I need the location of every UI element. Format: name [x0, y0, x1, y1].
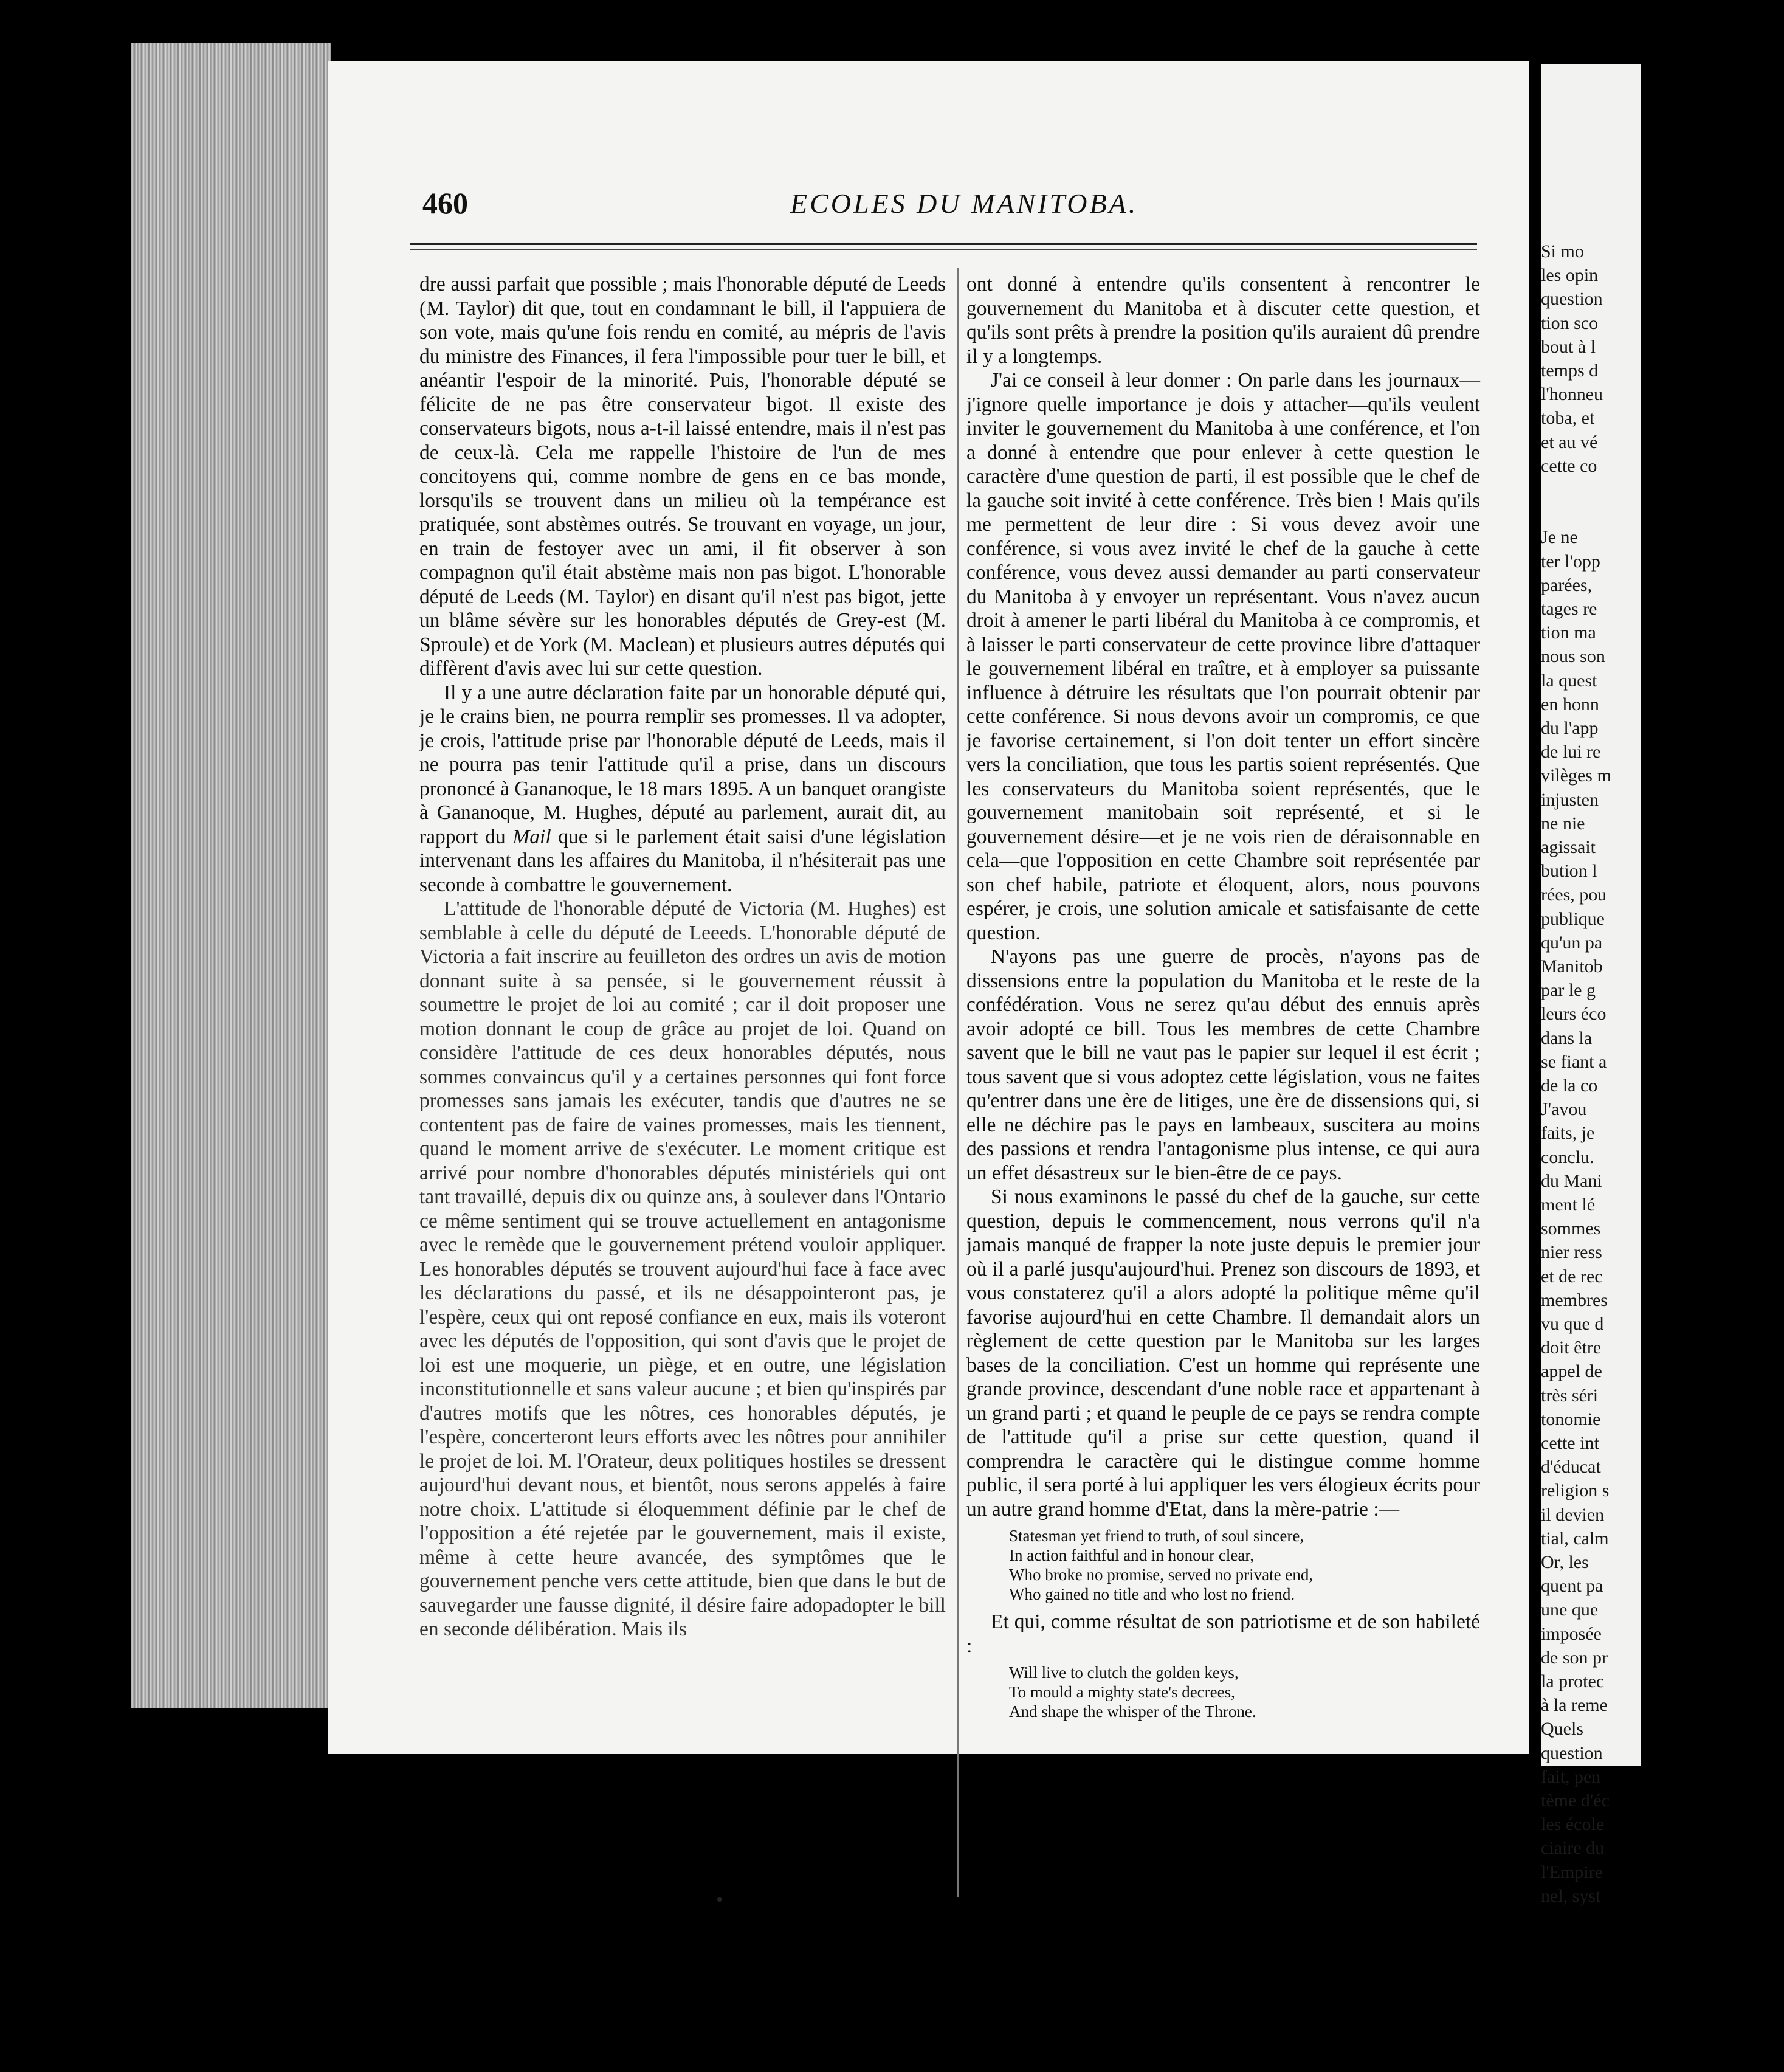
next-page-line: question [1541, 289, 1603, 309]
next-page-line: tonomie [1541, 1409, 1601, 1429]
verse-line: To mould a mighty state's decrees, [1009, 1683, 1235, 1701]
running-head: ECOLES DU MANITOBA. [790, 188, 1138, 219]
next-page-line: Je ne [1541, 527, 1578, 548]
next-page-line: imposée [1541, 1623, 1602, 1644]
left-column [419, 272, 946, 1642]
next-page-line: Quels [1541, 1719, 1583, 1739]
next-page-line: les école [1541, 1814, 1605, 1835]
next-page-line: la quest [1541, 670, 1597, 691]
next-page-line: leurs éco [1541, 1004, 1607, 1024]
next-page-line: appel de [1541, 1361, 1602, 1382]
verse-quote [1009, 1526, 1480, 1604]
next-page-line: question [1541, 1742, 1603, 1763]
next-page-line: du Mani [1541, 1170, 1602, 1191]
next-page-line: bout à l [1541, 336, 1596, 357]
next-page-line: du l'app [1541, 718, 1599, 738]
paragraph: L'attitude de l'honorable député de Victoria (M. Hughes) est semblable à celle du député de Leeeds. L'honorable député de Victoria a fait inscrire au feuilleton des ordres un avis de motion donnant suite à sa pensée, si le gouvernement réussit à soumettre le projet de loi au comité ; car il doit proposer une motion donnant le coup de grâce au projet de loi. Quand on considère l'attitude de ces deux honorables députés, nous sommes convaincus qu'il y a certaines personnes qui font force promesses sans jamais les exécuter, tandis que d'autres ne se contentent pas de faire de vaines promesses, mais les tiennent, quand le moment arrive de s'exécuter. Le moment critique est arrivé pour nombre d'honorables députés ministériels qui ont tant travaillé, depuis dix ou quinze ans, à soulever dans l'Ontario ce même sentiment qui se trouve actuellement en antagonisme avec le remède que le gouvernement prétend vouloir appliquer. Les honorables députés se trouvent aujourd'hui face à face avec les déclarations du passé, et ils ne désappointeront pas, je l'espère, ceux qui ont reposé confiance en eux, mais ils voteront avec les députés de l'opposition, qui sont d'avis que le projet de loi est une moquerie, un piège, et en outre, une législation inconstitutionnelle et sans valeur aucune ; et bien qu'inspirés par d'autres motifs que les nôtres, ces honorables députés, je l'espère, concerteront leurs efforts avec les nôtres pour annihiler le projet de loi. M. l'Orateur, deux politiques hostiles se dressent aujourd'hui devant nous, et bientôt, nous serons appelés à faire notre choix. L'attitude si éloquemment définie par le chef de l'opposition a été rejetée par le gouvernement, mais il existe, même à cette heure avancée, des symptômes que le gouvernement penche vers cette attitude, bien que dans le but de sauvegarder une fausse dignité, il désire faire adopadopter le bill en seconde délibération. Mais ils [419, 897, 946, 1640]
header-rule-thin [410, 249, 1477, 250]
paragraph: N'ayons pas une guerre de procès, n'ayons pas de dissensions entre la population du Manitoba et le reste de la confédération. Vous ne serez qu'au début des ennuis après avoir adopté ce bill. Tous les membres de cette Chambre savent que le bill ne vaut pas le papier sur lequel il est écrit ; tous savent que si vous adoptez cette législation, vous ne faites qu'entrer dans une ère de litiges, une ère de dissensions qui, si elle ne déchire pas le pays en lambeaux, suscitera au moins des passions et rendra l'antagonisme plus intense, ce qui aura un effet désastreux sur le bien-être de ce pays. [966, 945, 1480, 1184]
next-page-line: fait, pen [1541, 1766, 1601, 1787]
next-page-line: agissait [1541, 837, 1596, 857]
paragraph-text: que si le parlement était saisi d'une législation intervenant dans les affaires du Manitoba, il n'hésiterait pas une seconde à combattre le gouvernement. [419, 825, 946, 896]
paragraph: ont donné à entendre qu'ils consentent à rencontrer le gouvernement du Manitoba et à discuter cette question, et qu'ils sont prêts à prendre la position qu'ils auraient dû prendre il y a longtemps. [966, 273, 1480, 368]
next-page-line: et au vé [1541, 432, 1598, 452]
next-page-line: se fiant a [1541, 1051, 1607, 1072]
next-page-line: d'éducat [1541, 1457, 1601, 1477]
book-page-edges [131, 43, 331, 1708]
next-page-line: doit être [1541, 1338, 1602, 1358]
next-page-line: très séri [1541, 1385, 1599, 1406]
header-rule [410, 243, 1477, 245]
next-page-line: tion sco [1541, 313, 1599, 333]
next-page-line: qu'un pa [1541, 932, 1603, 953]
next-page-line: de lui re [1541, 742, 1601, 762]
next-page-line: Or, les [1541, 1552, 1589, 1572]
next-page-line: tème d'éc [1541, 1791, 1610, 1811]
next-page-line: ne nie [1541, 813, 1585, 834]
next-page-line: faits, je [1541, 1123, 1595, 1144]
next-page-line: membres [1541, 1290, 1608, 1310]
next-page-line: rées, pou [1541, 885, 1607, 905]
next-page-line: en honn [1541, 694, 1599, 714]
next-page-line: quent pa [1541, 1576, 1603, 1597]
next-page-line: tial, calm [1541, 1528, 1609, 1549]
verse-line: Who broke no promise, served no private end, [1009, 1566, 1314, 1584]
verse-line: Who gained no title and who lost no friend. [1009, 1585, 1295, 1603]
next-page-line: par le g [1541, 980, 1596, 1001]
next-page-fragment [1541, 64, 1641, 1906]
next-page-line: dans la [1541, 1027, 1593, 1048]
next-page-line: à la reme [1541, 1695, 1608, 1716]
next-page-line: Manitob [1541, 956, 1603, 976]
next-page-line: la protec [1541, 1671, 1605, 1691]
next-page-line: nier ress [1541, 1242, 1602, 1263]
page-number: 460 [422, 186, 468, 220]
verse-line: And shape the whisper of the Throne. [1009, 1702, 1256, 1721]
next-page-line: ciaire du [1541, 1838, 1605, 1859]
next-page-line: et de rec [1541, 1266, 1603, 1286]
column-divider [957, 268, 959, 1897]
next-page-line: cette int [1541, 1433, 1599, 1453]
next-page-line: de la co [1541, 1076, 1598, 1096]
next-page-line: parées, [1541, 575, 1593, 595]
verse-line: Will live to clutch the golden keys, [1009, 1663, 1239, 1682]
next-page-line: tages re [1541, 599, 1597, 619]
next-page-line: nel, syst [1541, 1885, 1601, 1906]
next-page-line: une que [1541, 1600, 1599, 1620]
paragraph [419, 681, 946, 897]
next-page-line: ter l'opp [1541, 551, 1600, 572]
paragraph: J'ai ce conseil à leur donner : On parle dans les journaux—j'ignore quelle importance je dois y attacher—qu'ils veulent inviter le gouvernement du Manitoba à une conférence, et l'on a donné à entendre que pour enlever à cette question le caractère d'une question de parti, il est possible que le chef de la gauche soit invité à cette conférence. Très bien ! Mais qu'ils me permettent de leur dire : Si vous devez avoir une conférence, si vous avez invité le chef de la gauche à cette conférence, vous devez aussi demander au parti conservateur du Manitoba à y envoyer un représentant. Vous n'avez aucun droit à amener le parti libéral du Manitoba à ce compromis, et à laisser le parti conservateur de cette province libre d'attaquer le gouvernement libéral en traître, et à employer sa puissante influence à détruire les résultats que l'on pourrait obtenir par cette conférence. Si nous devons avoir un compromis, ce que je favorise certainement, si l'on doit tenter un effort sincère vers la conciliation, que tous les partis soient représentés. Que les conservateurs du Manitoba soient représentés, que le gouvernement manitobain soit représenté, et si le gouvernement désire—et je ne vois rien de déraisonnable en cela—que l'opposition en cette Chambre soit représentée par son chef habile, patriote et éloquent, alors, nous pouvons espérer, je crois, une solution amicale et satisfaisante de cette question. [966, 369, 1480, 944]
right-column [966, 272, 1480, 1727]
next-page-line: nous son [1541, 646, 1605, 667]
verse-quote [1009, 1663, 1480, 1721]
paragraph-text: Il y a une autre déclaration faite par un honorable député qui, je le crains bien, ne pourra remplir ses promesses. Il va adopter, je crois, l'attitude prise par l'honorable député de Leeds, mais il ne pourra pas tenir l'attitude qu'il a prise, dans un discours prononcé à Gananoque, le 18 mars 1895. A un banquet orangiste à Gananoque, M. Hughes, député au parlement, aurait dit, au rapport du [419, 681, 946, 848]
next-page-line: conclu. [1541, 1147, 1594, 1167]
next-page-line: cette co [1541, 455, 1597, 476]
paragraph: Si nous examinons le passé du chef de la gauche, sur cette question, depuis le commencement, nous verrons qu'il n'a jamais manqué de frapper la note juste depuis le premier jour où il a parlé jusqu'aujourd'hui. Prenez son discours de 1893, et vous constaterez qu'il a alors adopté la politique même qu'il favorise aujourd'hui en cette Chambre. Il demandait alors un règlement de cette question par le Manitoba sur les larges bases de la conciliation. C'est un homme qui représente une grande province, descendant d'une noble race et appartenant à un grand parti ; et quand le peuple de ce pays se rendra compte de l'attitude qu'il a prise sur cette question, quand il comprendra le caractère qui le distingue comme homme public, il sera porté à lui appliquer les vers élogieux écrits pour un autre grand homme d'Etat, dans la mère-patrie :— [966, 1186, 1480, 1521]
paragraph: dre aussi parfait que possible ; mais l'honorable député de Leeds (M. Taylor) dit que, tout en condamnant le bill, il l'appuiera de son vote, mais qu'une fois rendu en comité, au mépris de l'avis du ministre des Finances, il fera l'impossible pour tuer le bill, et anéantir l'espoir de la minorité. Puis, l'honorable député se félicite de ne pas être conservateur bigot. Il existe des conservateurs bigots, nous a-t-il laissé entendre, mais il n'est pas de ceux-là. Cela me rappelle l'histoire de l'un de mes concitoyens qui, comme nombre de gens en ce bas monde, lorsqu'ils se trouvent dans un milieu où la tempérance est pratiquée, sont abstèmes outrés. Se trouvant en voyage, un jour, en train de festoyer avec un ami, il fit observer à son compagnon qu'il était abstème mais non pas bigot. L'honorable député de Leeds (M. Taylor) en disant qu'il n'est pas bigot, jette un blâme sévère sur les honorables députés de Grey-est (M. Sproule) et de York (M. Maclean) et plusieurs autres députés qui diffèrent d'avis avec lui sur cette question. [419, 273, 946, 680]
printer-mark [717, 1897, 722, 1902]
next-page-line: injusten [1541, 789, 1599, 810]
next-page-line: vu que d [1541, 1314, 1604, 1334]
next-page-line: l'honneu [1541, 384, 1603, 405]
next-page-line: l'Empire [1541, 1862, 1603, 1882]
next-page-line: de son pr [1541, 1647, 1608, 1668]
next-page-line: Si mo [1541, 241, 1584, 261]
next-page-line: il devien [1541, 1504, 1605, 1525]
next-page-line: J'avou [1541, 1099, 1587, 1120]
next-page-line: bution l [1541, 861, 1597, 882]
verse-line: In action faithful and in honour clear, [1009, 1546, 1255, 1564]
verse-line: Statesman yet friend to truth, of soul sincere, [1009, 1527, 1304, 1545]
next-page-line: publique [1541, 908, 1605, 929]
next-page-line: religion s [1541, 1480, 1610, 1501]
next-page-line: toba, et [1541, 408, 1595, 429]
next-page-line: tion ma [1541, 623, 1596, 643]
next-page-line: sommes [1541, 1218, 1601, 1239]
next-page-line: les opin [1541, 265, 1599, 286]
next-page-line: temps d [1541, 361, 1599, 381]
next-page-line: ment lé [1541, 1195, 1596, 1215]
next-page-line: vilèges m [1541, 765, 1611, 786]
paragraph: Et qui, comme résultat de son patriotisme et de son habileté : [966, 1611, 1480, 1657]
newspaper-name: Mail [512, 825, 551, 848]
